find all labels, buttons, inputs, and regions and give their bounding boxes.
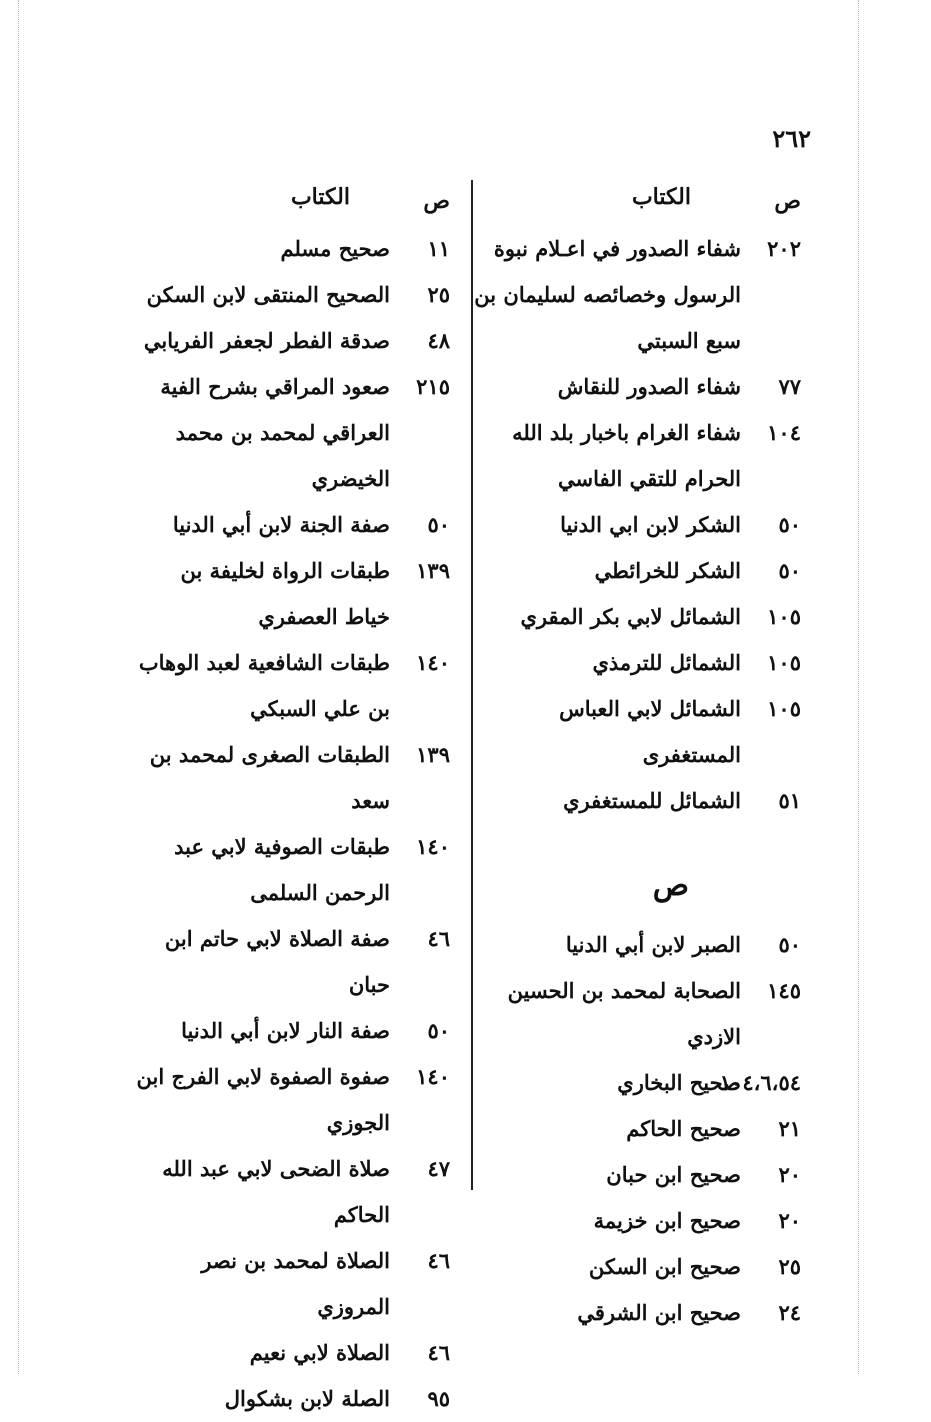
right-column-header (471, 180, 801, 226)
section-letter: ص (652, 868, 689, 903)
entry-book-title: صفة الجنة لابن أبي الدنيا (172, 512, 390, 537)
index-entry (130, 640, 450, 732)
index-entry (130, 732, 450, 824)
index-entry (471, 640, 801, 686)
entry-page-number: ١٤٥ (767, 978, 801, 1003)
index-entry (471, 1198, 801, 1244)
entry-book-title: صحيح ابن حبان (606, 1162, 741, 1187)
entry-book-title: الشمائل لابي العباس المستغفرى (559, 696, 741, 767)
entry-page-number: ٢٠ (778, 1208, 801, 1233)
entry-book-title: صعود المراقي بشرح الفية العراقي لمحمد بن محمد الخيضري (160, 374, 390, 491)
index-entry (130, 916, 450, 1008)
entry-page-number: ١٠٤ (767, 420, 801, 445)
left-entries-list (130, 226, 450, 1422)
entry-page-number: ١٠٥ (767, 696, 801, 721)
entry-book-title: صحيح ابن خزيمة (593, 1208, 741, 1233)
entry-page-number: ٥٠ (427, 512, 450, 537)
entry-book-title: صحيح البخاري (617, 1070, 741, 1095)
index-entry (471, 364, 801, 410)
entry-book-title: الصحيح المنتقى لابن السكن (146, 282, 390, 307)
entry-page-number: ٢٥ (427, 282, 450, 307)
entry-book-title: صحيح ابن الشرقي (577, 1300, 741, 1325)
entry-page-number: ٢٠٢ (767, 236, 801, 261)
entry-book-title: الشكر لابن ابي الدنيا (560, 512, 741, 537)
index-entry (471, 1290, 801, 1336)
entry-book-title: الصلاة لمحمد بن نصر المروزي (201, 1248, 390, 1319)
index-entry (471, 594, 801, 640)
entry-book-title: صدقة الفطر لجعفر الفريابي (143, 328, 390, 353)
entry-book-title: صحيح مسلم (280, 236, 390, 261)
index-entry (130, 272, 450, 318)
index-entry (130, 226, 450, 272)
index-entry (471, 410, 801, 502)
entry-book-title: صلاة الضحى لابي عبد الله الحاكم (162, 1156, 390, 1227)
entry-page-number: ٥٠ (778, 932, 801, 957)
entry-page-number: ٤٨ (427, 328, 450, 353)
entry-book-title: الشمائل لابي بكر المقري (520, 604, 741, 629)
entry-book-title: الصلاة لابي نعيم (249, 1340, 390, 1365)
index-entry (471, 1106, 801, 1152)
entry-page-number: ٥١ (778, 788, 801, 813)
header-page-label: ص (774, 188, 801, 214)
index-entry (130, 1054, 450, 1146)
right-section-entries-list (471, 922, 801, 1336)
entry-book-title: طبقات الشافعية لعبد الوهاب بن علي السبكي (138, 650, 390, 721)
index-entry (130, 1330, 450, 1376)
entry-book-title: صحيح ابن السكن (588, 1254, 741, 1279)
index-entry (130, 1238, 450, 1330)
entry-book-title: صفة الصلاة لابي حاتم ابن حبان (164, 926, 390, 997)
index-entry (471, 502, 801, 548)
entry-page-number: ٢١ (778, 1116, 801, 1141)
entry-page-number: ٧٧ (778, 374, 801, 399)
entry-book-title: صفة النار لابن أبي الدنيا (181, 1018, 390, 1043)
index-entry (130, 548, 450, 640)
entry-book-title: شفاء الغرام باخبار بلد الله الحرام للتقي الفاسي (512, 420, 741, 491)
entry-book-title: شفاء الصدور للنقاش (557, 374, 741, 399)
entry-page-number: ٢٥ (778, 1254, 801, 1279)
index-entry (471, 778, 801, 824)
entry-book-title: طبقات الرواة لخليفة بن خياط العصفري (180, 558, 390, 629)
index-entry (130, 364, 450, 502)
entry-page-number: ١٠٥ (767, 604, 801, 629)
left-column-header (130, 180, 450, 226)
index-entry (130, 318, 450, 364)
entry-book-title: شفاء الصدور في اعـلام نبوة الرسول وخصائصه لسليمان بن سبع السبتي (474, 236, 741, 353)
entry-page-number: ١٤٠ (416, 1064, 450, 1089)
entry-page-number: ٢٤ (778, 1300, 801, 1325)
entry-book-title: الشمائل للمستغفري (563, 788, 741, 813)
entry-book-title: صحيح الحاكم (626, 1116, 741, 1141)
entry-page-number: ٤٦ (427, 1248, 450, 1273)
right-entries-list (471, 226, 801, 824)
entry-page-number: ١٠٤،٦،٥٤ (719, 1070, 801, 1095)
entry-page-number: ١٤٠ (416, 650, 450, 675)
entry-page-number: ٥٠ (778, 512, 801, 537)
header-book-label: الكتاب (631, 184, 691, 210)
right-column (471, 180, 801, 1336)
index-entry (471, 922, 801, 968)
entry-page-number: ١٠٥ (767, 650, 801, 675)
entry-page-number: ٥٠ (778, 558, 801, 583)
entry-page-number: ٤٧ (427, 1156, 450, 1181)
entry-book-title: الصلة لابن بشكوال (224, 1386, 390, 1411)
entry-page-number: ٤٦ (427, 926, 450, 951)
index-entry (471, 548, 801, 594)
entry-page-number: ٩٥ (427, 1386, 450, 1411)
index-entry (471, 1060, 801, 1106)
index-entry (130, 1008, 450, 1054)
entry-page-number: ٢٠ (778, 1162, 801, 1187)
index-entry (471, 1152, 801, 1198)
entry-book-title: الشمائل للترمذي (592, 650, 741, 675)
entry-book-title: صفوة الصفوة لابي الفرج ابن الجوزي (136, 1064, 390, 1135)
entry-book-title: الشكر للخرائطي (594, 558, 741, 583)
index-entry (471, 226, 801, 364)
page-number: ٢٦٢ (772, 124, 811, 153)
index-entry (130, 1376, 450, 1422)
index-entry (130, 1146, 450, 1238)
entry-page-number: ١١ (427, 236, 450, 261)
index-entry (471, 1244, 801, 1290)
entry-book-title: الطبقات الصغرى لمحمد بن سعد (149, 742, 390, 813)
index-entry (130, 502, 450, 548)
scan-margin-dots-left (18, 0, 19, 1374)
entry-page-number: ١٣٩ (416, 742, 450, 767)
entry-book-title: الصحابة لمحمد بن الحسين الازدي (507, 978, 741, 1049)
header-page-label: ص (423, 188, 450, 214)
index-entry (471, 968, 801, 1060)
index-entry (130, 824, 450, 916)
entry-book-title: طبقات الصوفية لابي عبد الرحمن السلمى (174, 834, 390, 905)
entry-page-number: ٤٦ (427, 1340, 450, 1365)
scan-margin-dots-right (858, 0, 859, 1374)
entry-page-number: ٥٠ (427, 1018, 450, 1043)
entry-page-number: ١٤٠ (416, 834, 450, 859)
entry-page-number: ٢١٥ (416, 374, 450, 399)
index-entry (471, 686, 801, 778)
entry-page-number: ١٣٩ (416, 558, 450, 583)
entry-book-title: الصبر لابن أبي الدنيا (565, 932, 741, 957)
left-column (130, 180, 450, 1422)
header-book-label: الكتاب (290, 184, 350, 210)
